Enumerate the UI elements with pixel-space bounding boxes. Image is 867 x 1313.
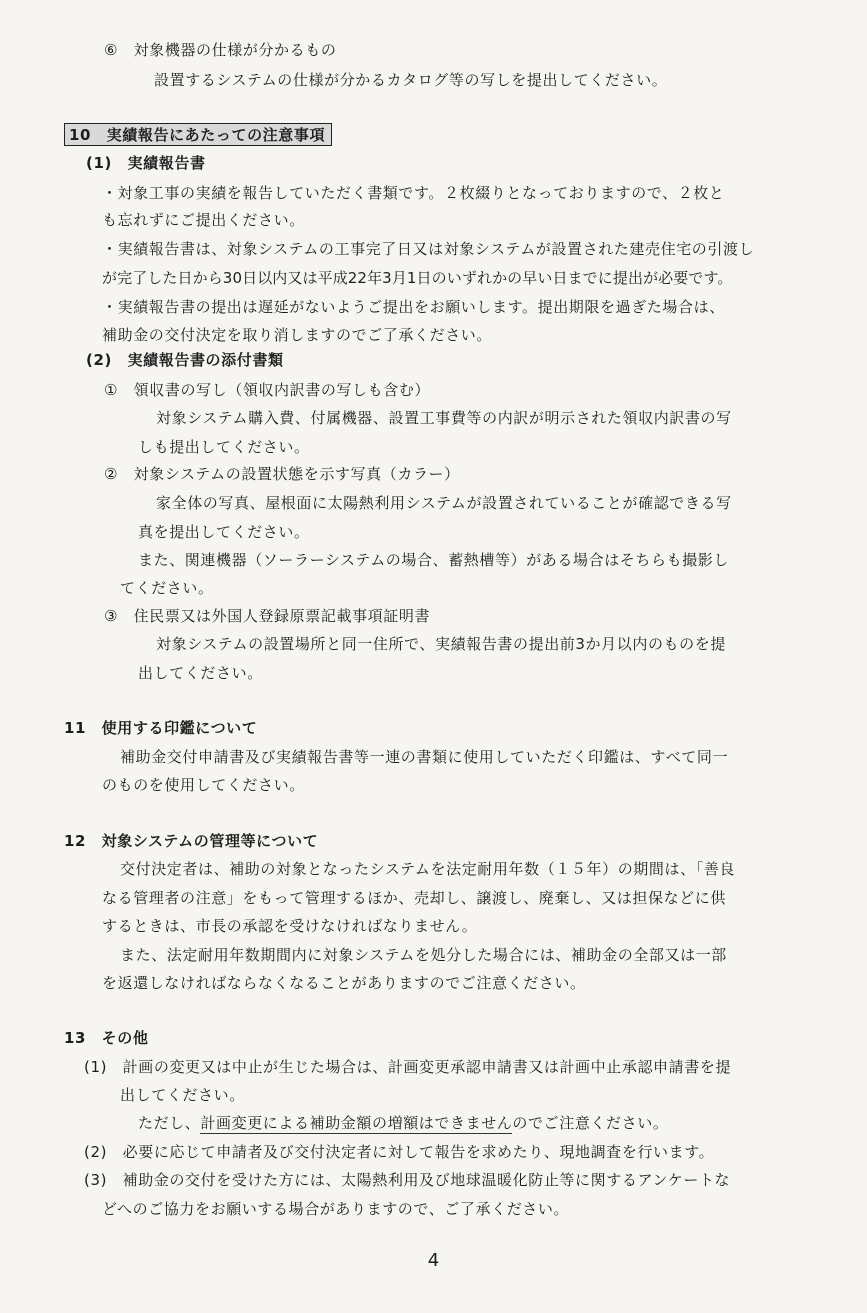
attachment-item-title: ③ 住民票又は外国人登録原票記載事項証明書: [104, 607, 431, 625]
note-prefix: ただし、: [138, 1114, 201, 1132]
attachment-item-line: 真を提出してください。: [138, 523, 310, 541]
attachment-item-line: 出してください。: [138, 664, 263, 682]
section10-sub1-line: ・対象工事の実績を報告していただく書類です。２枚綴りとなっておりますので、２枚と: [102, 184, 725, 202]
attachment-item-line: 家全体の写真、屋根面に太陽熱利用システムが設置されていることが確認できる写: [156, 494, 732, 512]
section11-line: のものを使用してください。: [102, 776, 305, 794]
section10-sub1-line: が完了した日から30日以内又は平成22年3月1日のいずれかの早い日までに提出が必要です。: [102, 269, 733, 287]
section13-heading: 13 その他: [64, 1029, 149, 1047]
section13-item1-line: 出してください。: [120, 1086, 245, 1104]
section13-item1-note: [138, 1113, 668, 1133]
section12-heading: 12 対象システムの管理等について: [64, 832, 319, 850]
attachment-item-title: ② 対象システムの設置状態を示す写真（カラー）: [104, 465, 460, 483]
attachment-item-line: 対象システム購入費、付属機器、設置工事費等の内訳が明示された領収内訳書の写: [156, 409, 732, 427]
attachment-item-line: しも提出してください。: [138, 438, 310, 456]
section13-item3-line: どへのご協力をお願いする場合がありますので、ご了承ください。: [102, 1200, 570, 1218]
section12-line: 交付決定者は、補助の対象となったシステムを法定耐用年数（１５年）の期間は、「善良: [120, 860, 736, 878]
section12-line: また、法定耐用年数期間内に対象システムを処分した場合には、補助金の全部又は一部: [120, 946, 727, 964]
section13-item3-line: (3) 補助金の交付を受けた方には、太陽熱利用及び地球温暖化防止等に関するアンケートな: [84, 1171, 731, 1189]
section10-sub1-line: も忘れずにご提出ください。: [102, 211, 305, 229]
note-underlined: 計画変更による補助金額の増額はできません: [200, 1114, 513, 1132]
attachment-item-title: ① 領収書の写し（領収内訳書の写しも含む）: [104, 381, 431, 399]
section10-heading: 10 実績報告にあたっての注意事項: [64, 123, 332, 146]
item6-title: ⑥ 対象機器の仕様が分かるもの: [104, 41, 337, 59]
section10-sub1-title: (1) 実績報告書: [86, 154, 206, 172]
note-suffix: のでご注意ください。: [512, 1114, 669, 1132]
attachment-item-line: 対象システムの設置場所と同一住所で、実績報告書の提出前3か月以内のものを提: [156, 635, 726, 653]
section10-sub1-line: ・実績報告書は、対象システムの工事完了日又は対象システムが設置された建売住宅の引渡し: [102, 240, 755, 258]
attachment-item-line: てください。: [120, 579, 214, 597]
section12-line: するときは、市長の承認を受けなければなりません。: [102, 917, 478, 935]
section13-item2: (2) 必要に応じて申請者及び交付決定者に対して報告を求めたり、現地調査を行います。: [84, 1143, 715, 1161]
section11-heading: 11 使用する印鑑について: [64, 719, 258, 737]
attachment-item-line: また、関連機器（ソーラーシステムの場合、蓄熱槽等）がある場合はそちらも撮影し: [138, 551, 730, 569]
section10-sub2-title: (2) 実績報告書の添付書類: [86, 351, 284, 369]
page-number: 4: [427, 1250, 440, 1271]
section12-line: を返還しなければならなくなることがありますのでご注意ください。: [102, 974, 586, 992]
item6-body: 設置するシステムの仕様が分かるカタログ等の写しを提出してください。: [154, 71, 668, 89]
section11-line: 補助金交付申請書及び実績報告書等一連の書類に使用していただく印鑑は、すべて同一: [120, 748, 729, 766]
section10-sub1-line: ・実績報告書の提出は遅延がないようご提出をお願いします。提出期限を過ぎた場合は、: [102, 298, 725, 316]
section10-sub1-line: 補助金の交付決定を取り消しますのでご了承ください。: [102, 326, 493, 344]
section12-line: なる管理者の注意」をもって管理するほか、売却し、譲渡し、廃棄し、又は担保などに供: [102, 889, 727, 907]
section13-item1-line: (1) 計画の変更又は中止が生じた場合は、計画変更承認申請書又は計画中止承認申請書を提: [84, 1058, 732, 1076]
